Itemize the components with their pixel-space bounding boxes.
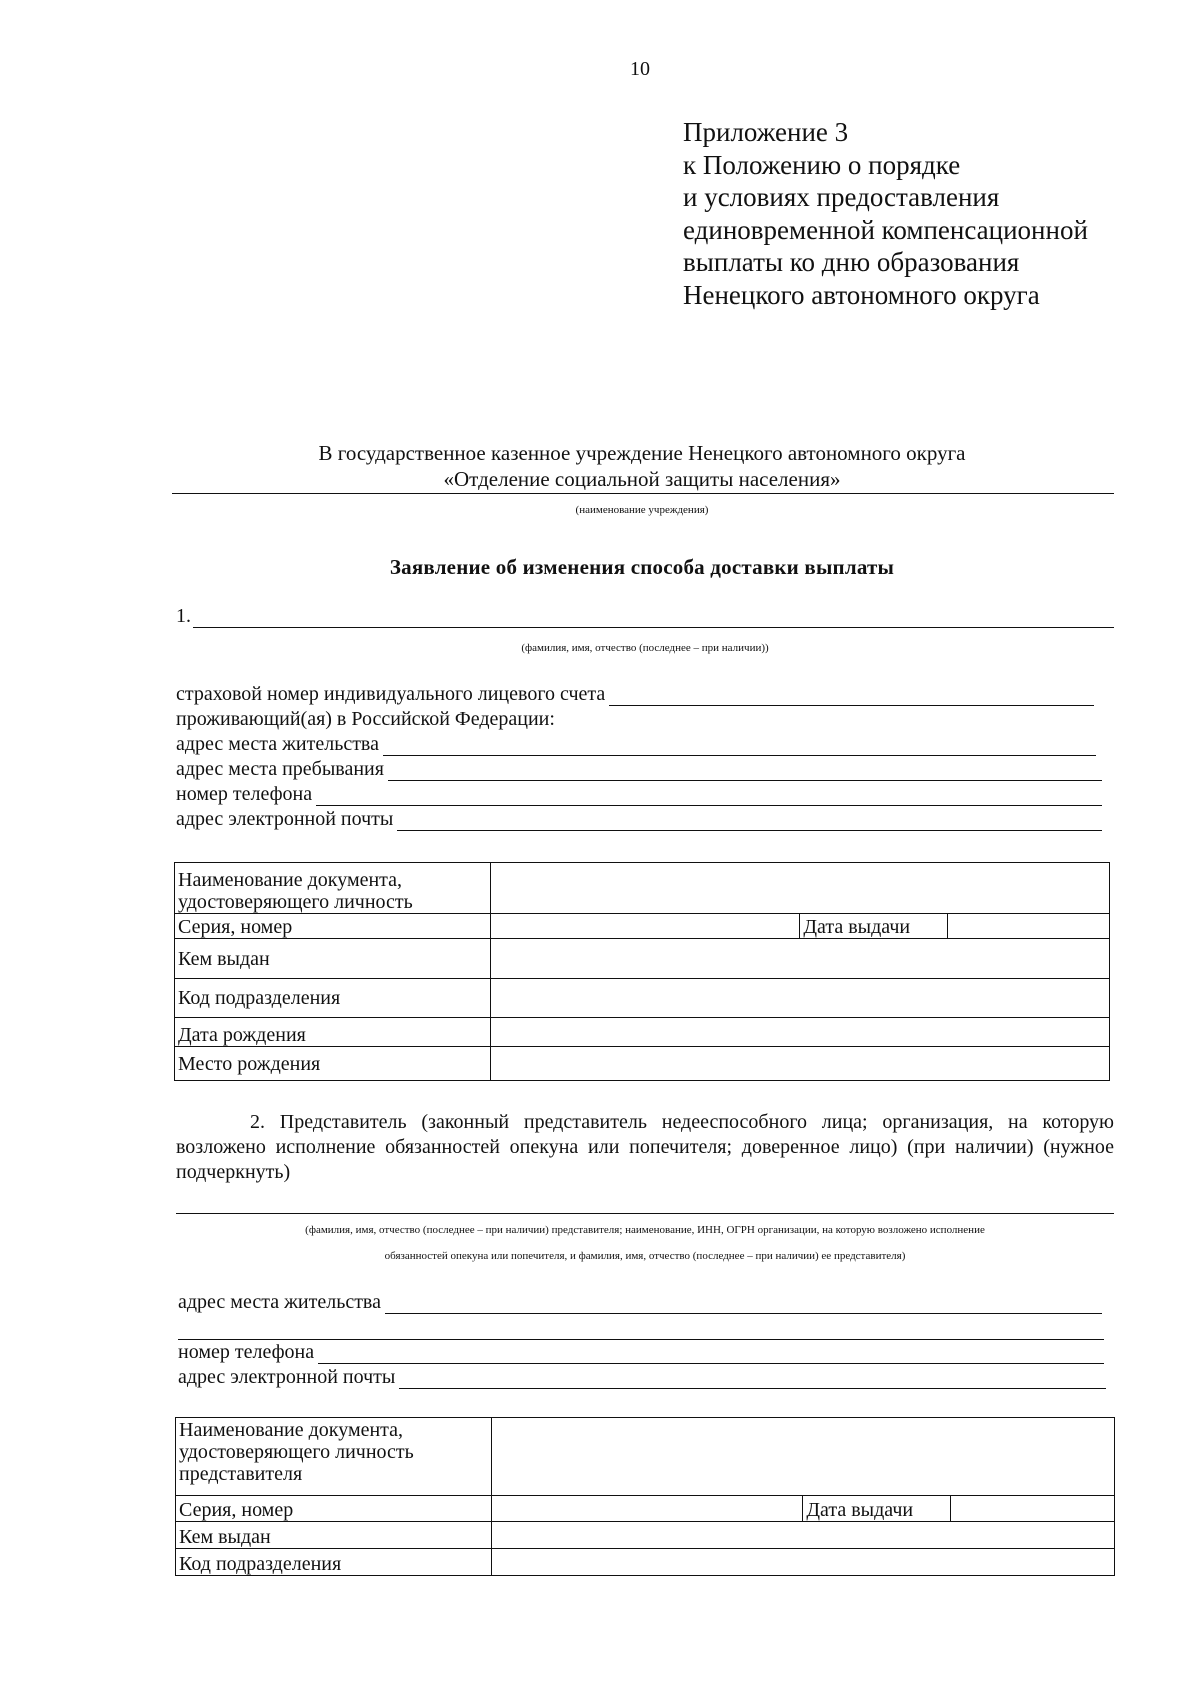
representative-caption-1: (фамилия, имя, отчество (последнее – при наличии) представителя; наименование, ИНН, ОГРН организации, на которую возложено исполнение — [305, 1224, 985, 1236]
table-row — [176, 1496, 1115, 1522]
document-title: Заявление об изменения способа доставки выплаты — [389, 555, 895, 579]
snils-field[interactable] — [176, 682, 1094, 706]
issue-date-label: Дата выдачи — [800, 914, 948, 939]
doc-name-label: Наименование документа, удостоверяющего личность — [175, 863, 491, 914]
appendix-line: к Положению о порядке — [683, 149, 961, 180]
recipient-line-2: «Отделение социальной защиты населения» — [443, 467, 841, 491]
appendix-line: единовременной компенсационной — [683, 214, 1088, 245]
rep-doc-name-value[interactable] — [491, 1418, 1114, 1496]
rep-series-label: Серия, номер — [176, 1496, 492, 1522]
series-value[interactable] — [490, 914, 800, 939]
appendix-line: Ненецкого автономного округа — [683, 279, 1040, 310]
section-2-text: 2. Представитель (законный представитель недееспособного лица; организация, на которую возложено исполнение обязанностей опекуна или попечителя; доверенное лицо) (при наличии) (нужное подчеркнуть) — [176, 1111, 1114, 1183]
email-label: адрес электронной почты — [176, 808, 394, 830]
email-field[interactable] — [176, 807, 1102, 831]
applicant-id-table — [174, 862, 1110, 1081]
rep-series-value[interactable] — [491, 1496, 803, 1522]
rep-email-label: адрес электронной почты — [178, 1366, 396, 1388]
doc-name-value[interactable] — [490, 863, 1109, 914]
issued-by-label: Кем выдан — [175, 939, 491, 979]
residence-address-field[interactable] — [176, 732, 1096, 756]
page-number: 10 — [630, 58, 650, 80]
rep-residence-address-line[interactable] — [385, 1296, 1102, 1314]
table-row — [175, 1018, 1110, 1047]
stay-address-label: адрес места пребывания — [176, 758, 384, 780]
appendix-header — [683, 116, 1088, 311]
birth-place-value[interactable] — [490, 1047, 1109, 1081]
table-row — [175, 939, 1110, 979]
rep-issued-by-value[interactable] — [491, 1522, 1114, 1549]
residence-address-label: адрес места жительства — [176, 733, 379, 755]
appendix-line: выплаты ко дню образования — [683, 247, 1020, 277]
applicant-name-caption: (фамилия, имя, отчество (последнее – при наличии)) — [521, 642, 769, 654]
table-row — [175, 1047, 1110, 1081]
representative-name-line[interactable] — [176, 1213, 1114, 1214]
recipient-caption: (наименование учреждения) — [575, 504, 709, 516]
rep-residence-address-label: адрес места жительства — [178, 1291, 381, 1313]
rep-doc-name-label: Наименование документа, удостоверяющего личность представителя — [176, 1418, 492, 1496]
appendix-line: Приложение 3 — [683, 117, 849, 147]
issued-by-value[interactable] — [490, 939, 1109, 979]
birth-place-label: Место рождения — [175, 1047, 491, 1081]
rep-email-line[interactable] — [399, 1371, 1106, 1389]
rep-residence-address-field[interactable] — [178, 1290, 1102, 1314]
series-label: Серия, номер — [175, 914, 491, 939]
birth-date-label: Дата рождения — [175, 1018, 491, 1047]
applicant-name-line[interactable] — [193, 610, 1114, 628]
recipient-line-1: В государственное казенное учреждение Ненецкого автономного округа — [318, 441, 966, 465]
rep-issued-by-label: Кем выдан — [176, 1522, 492, 1549]
snils-line[interactable] — [609, 688, 1094, 706]
birth-date-value[interactable] — [490, 1018, 1109, 1047]
table-row — [176, 1549, 1115, 1576]
appendix-line: и условиях предоставления — [683, 182, 1000, 212]
table-row — [175, 914, 1110, 939]
table-row — [176, 1522, 1115, 1549]
table-row — [175, 863, 1110, 914]
rep-email-field[interactable] — [178, 1365, 1106, 1389]
table-row — [175, 979, 1110, 1018]
rep-phone-label: номер телефона — [178, 1341, 315, 1363]
rep-phone-line[interactable] — [318, 1346, 1104, 1364]
recipient-block — [170, 440, 1114, 492]
division-code-value[interactable] — [490, 979, 1109, 1018]
rep-division-code-label: Код подразделения — [176, 1549, 492, 1576]
rep-issue-date-label: Дата выдачи — [803, 1496, 951, 1522]
phone-label: номер телефона — [176, 783, 313, 805]
stay-address-line[interactable] — [388, 763, 1102, 781]
representative-caption-2: обязанностей опекуна или попечителя, и фамилия, имя, отчество (последнее – при наличии) ее представителя) — [384, 1250, 906, 1262]
rep-division-code-value[interactable] — [491, 1549, 1114, 1576]
rep-phone-field[interactable] — [178, 1340, 1104, 1364]
recipient-underline — [172, 493, 1114, 494]
rep-issue-date-value[interactable] — [951, 1496, 1115, 1522]
phone-line[interactable] — [316, 788, 1102, 806]
division-code-label: Код подразделения — [175, 979, 491, 1018]
residing-label: проживающий(ая) в Российской Федерации: — [176, 708, 555, 730]
table-row — [176, 1418, 1115, 1496]
issue-date-value[interactable] — [948, 914, 1110, 939]
snils-label: страховой номер индивидуального лицевого счета — [176, 683, 606, 705]
representative-id-table — [175, 1417, 1115, 1576]
residence-address-line[interactable] — [383, 738, 1096, 756]
stay-address-field[interactable] — [176, 757, 1102, 781]
section-1-number: 1. — [176, 605, 191, 627]
residing-line — [176, 707, 1094, 731]
phone-field[interactable] — [176, 782, 1102, 806]
email-line[interactable] — [397, 813, 1102, 831]
applicant-name-field[interactable] — [176, 604, 1114, 628]
